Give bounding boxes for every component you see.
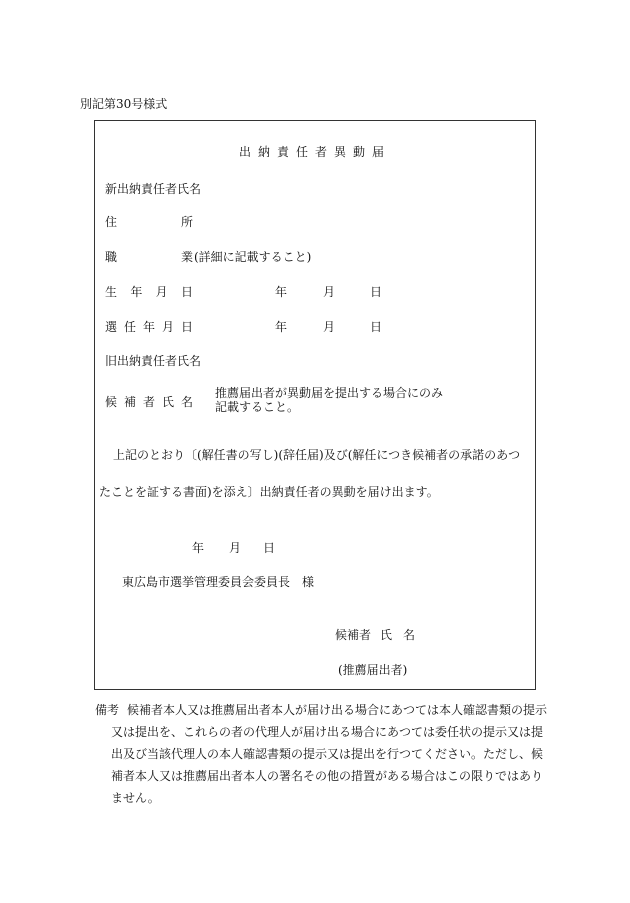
signature-note: (推薦届出者)	[338, 663, 408, 677]
notes-line-3: 出及び当該代理人の本人確認書類の提示又は提出を行つてください。ただし、候	[111, 747, 544, 761]
candidate-note	[215, 386, 443, 414]
birth-year: 年	[275, 285, 288, 299]
candidate-label-char-1: 候	[105, 395, 118, 409]
signature-surname-label: 氏	[380, 628, 393, 642]
candidate-label-char-2: 補	[123, 395, 136, 409]
form-frame	[94, 120, 536, 690]
appoint-label-char-4: 月	[161, 320, 174, 334]
form-title: 出納責任者異動届	[238, 145, 391, 159]
address-label	[105, 213, 193, 230]
occupation-label-char-2: 業	[180, 250, 193, 264]
notes-line-4: 補者本人又は推薦届出者本人の署名その他の措置がある場合はこの限りではあり	[111, 769, 544, 783]
address-label-char-1: 住	[105, 215, 118, 229]
addressee: 東広島市選挙管理委員会委員長 様	[122, 575, 315, 589]
old-name-label: 旧出納責任者氏名	[105, 354, 202, 368]
appoint-label-char-5: 日	[180, 320, 193, 334]
birth-label-char-2: 年	[130, 285, 143, 299]
statement-line-1: 上記のとおり〔(解任書の写し)(辞任届)及び(解任につき候補者の承諾のあつ	[113, 448, 521, 462]
candidate-label-char-4: 氏	[161, 395, 174, 409]
birth-label	[105, 283, 193, 300]
appoint-label-char-3: 年	[142, 320, 155, 334]
appoint-year: 年	[275, 320, 288, 334]
new-name-label: 新出納責任者氏名	[105, 182, 202, 196]
signature-role: 候補者	[335, 628, 372, 642]
occupation-label-char-1: 職	[105, 250, 118, 264]
notes-line-2: 又は提出を、これらの者の代理人が届け出る場合にあつては委任状の提示又は提	[111, 725, 544, 739]
address-label-char-2: 所	[180, 215, 193, 229]
birth-day: 日	[370, 285, 383, 299]
notes-line-5: ません。	[111, 791, 160, 805]
appointment-date-label	[105, 318, 193, 335]
birth-label-char-1: 生	[105, 285, 118, 299]
notes-heading: 備考	[95, 703, 120, 717]
occupation-note: (詳細に記載すること)	[194, 250, 312, 264]
birth-label-char-4: 日	[180, 285, 193, 299]
submit-year: 年	[192, 541, 205, 555]
appoint-day: 日	[370, 320, 383, 334]
statement-line-2: たことを証する書面)を添え〕出納責任者の異動を届け出ます。	[99, 485, 439, 499]
appoint-label-char-2: 任	[123, 320, 136, 334]
birth-month: 月	[323, 285, 336, 299]
submit-month: 月	[229, 541, 242, 555]
candidate-note-line-1: 推薦届出者が異動届を提出する場合にのみ	[215, 386, 444, 400]
signature-name-label: 名	[403, 628, 416, 642]
form-number: 別記第30号様式	[80, 97, 168, 111]
birth-label-char-3: 月	[155, 285, 168, 299]
notes-line-1: 候補者本人又は推薦届出者本人が届け出る場合にあつては本人確認書類の提示	[127, 703, 548, 717]
occupation-label	[105, 248, 193, 265]
appoint-label-char-1: 選	[105, 320, 118, 334]
candidate-name-label	[105, 393, 193, 410]
candidate-note-line-2: 記載すること。	[215, 400, 300, 414]
submit-day: 日	[263, 541, 276, 555]
candidate-label-char-5: 名	[180, 395, 193, 409]
appoint-month: 月	[323, 320, 336, 334]
candidate-label-char-3: 者	[142, 395, 155, 409]
